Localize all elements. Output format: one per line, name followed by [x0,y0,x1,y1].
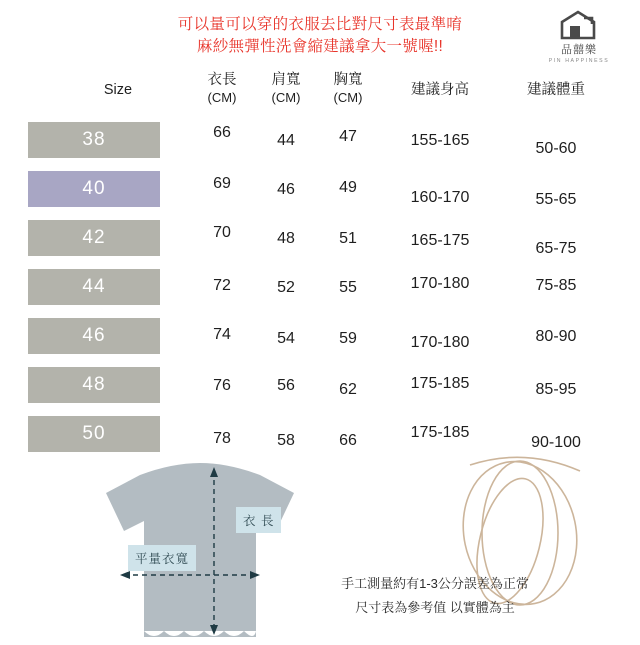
table-header-row [28,66,616,116]
cell-height: 175-185 [410,424,470,441]
cell-shoulder: 58 [277,432,295,449]
tag-width: 平量衣寬 [128,545,196,571]
cell-weight: 50-60 [535,140,577,157]
header-chest: 胸寬 (CM) [333,72,363,105]
cell-shoulder: 44 [277,132,295,149]
size-table [28,66,616,461]
cell-chest: 59 [339,330,357,347]
table-row [28,363,616,412]
cell-height: 170-180 [410,334,470,351]
cell-weight: 90-100 [531,434,581,451]
cell-length: 78 [213,430,231,447]
size-chip: 40 [28,171,160,207]
house-icon [558,10,600,40]
cell-shoulder: 56 [277,377,295,394]
cell-shoulder: 46 [277,181,295,198]
cell-chest: 49 [339,179,357,196]
table-row [28,412,616,461]
size-chip: 44 [28,269,160,305]
cell-length: 66 [213,124,231,141]
size-chip: 46 [28,318,160,354]
cell-chest: 62 [339,381,357,398]
header-height: 建議身高 [411,82,469,98]
table-row [28,314,616,363]
header-shoulder: 肩寬 (CM) [271,72,301,105]
notice-line-1: 可以量可以穿的衣服去比對尺寸表最準唷 [177,16,463,33]
cell-chest: 55 [339,279,357,296]
cell-length: 69 [213,175,231,192]
footer-line-2: 尺寸表為參考值 以實體為主 [355,600,515,615]
cell-weight: 75-85 [535,277,577,294]
size-chip: 38 [28,122,160,158]
table-row [28,167,616,216]
cell-length: 76 [213,377,231,394]
cell-chest: 51 [339,230,357,247]
cell-height: 165-175 [410,232,470,249]
table-row [28,265,616,314]
cell-weight: 65-75 [535,240,577,257]
cell-weight: 85-95 [535,381,577,398]
cell-chest: 66 [339,432,357,449]
footer-line-1: 手工測量約有1-3公分誤差為正常 [341,576,529,591]
cell-weight: 80-90 [535,328,577,345]
table-row [28,216,616,265]
cell-height: 160-170 [410,189,470,206]
brand-subtitle: PIN HAPPINESS [548,58,610,64]
cell-length: 70 [213,224,231,241]
cell-shoulder: 54 [277,330,295,347]
cell-length: 72 [213,277,231,294]
header-length: 衣長 (CM) [207,72,237,105]
size-chip: 48 [28,367,160,403]
notice-line-2: 麻紗無彈性洗會縮建議拿大一號喔!! [196,38,444,55]
header-size: Size [103,82,133,98]
brand-logo [536,10,622,64]
cell-shoulder: 52 [277,279,295,296]
footer-note [270,572,600,620]
cell-height: 155-165 [410,132,470,149]
tag-length: 衣 長 [236,507,281,533]
table-row [28,118,616,167]
cell-length: 74 [213,326,231,343]
brand-name: 品囍樂 [561,44,597,56]
table-body [28,118,616,461]
tshirt-hem [144,631,256,637]
cell-weight: 55-65 [535,191,577,208]
size-chip: 50 [28,416,160,452]
cell-shoulder: 48 [277,230,295,247]
cell-chest: 47 [339,128,357,145]
header-weight: 建議體重 [527,82,585,98]
size-chip: 42 [28,220,160,256]
cell-height: 170-180 [410,275,470,292]
cell-height: 175-185 [410,375,470,392]
